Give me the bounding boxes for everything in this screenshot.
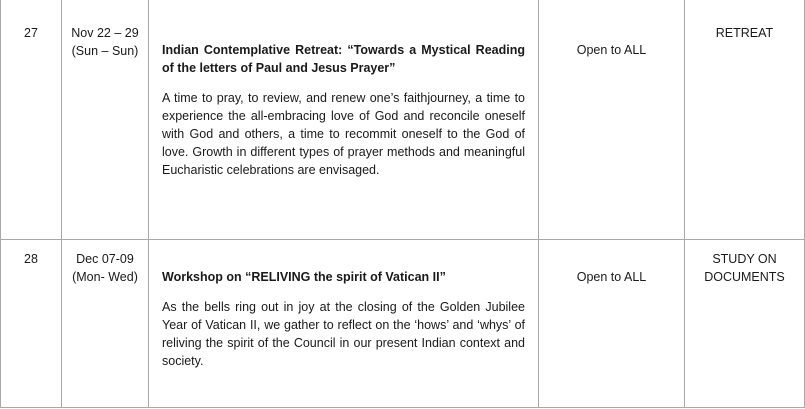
description-cell <box>149 240 539 408</box>
event-title: Workshop on “RELIVING the spirit of Vatican II” <box>162 270 446 284</box>
event-title: Indian Contemplative Retreat: “Towards a Mystical Reading of the letters of Paul and Jesus Prayer” <box>162 43 525 75</box>
audience-cell <box>539 0 685 240</box>
event-type: RETREAT <box>715 26 774 40</box>
event-date: Nov 22 – 29 (Sun – Sun) <box>71 26 139 58</box>
event-type: STUDY ON DOCUMENTS <box>704 252 785 284</box>
event-audience: Open to ALL <box>576 43 647 57</box>
row-number: 27 <box>24 26 38 40</box>
row-number-cell <box>1 0 62 240</box>
row-number-cell <box>1 240 62 408</box>
type-cell <box>685 0 805 240</box>
event-description: As the bells ring out in joy at the closing of the Golden Jubilee Year of Vatican II, we gather to reflect on the ‘hows’ and ‘whys’ of reliving the spirit of the Council in our present Indian context and society. <box>162 300 525 368</box>
event-audience: Open to ALL <box>576 270 647 284</box>
table-row <box>1 0 805 240</box>
table-row <box>1 240 805 408</box>
event-date: Dec 07-09 (Mon- Wed) <box>72 252 138 284</box>
row-number: 28 <box>24 252 38 266</box>
event-description: A time to pray, to review, and renew one’s faithjourney, a time to experience the all-embracing love of God and reconcile oneself with God and others, a time to recommit oneself to the God of love. Growth in different types of prayer methods and meaningful Eucharistic celebrations are envisaged. <box>162 91 525 177</box>
type-cell <box>685 240 805 408</box>
audience-cell <box>539 240 685 408</box>
date-cell <box>62 240 149 408</box>
date-cell <box>62 0 149 240</box>
description-cell <box>149 0 539 240</box>
